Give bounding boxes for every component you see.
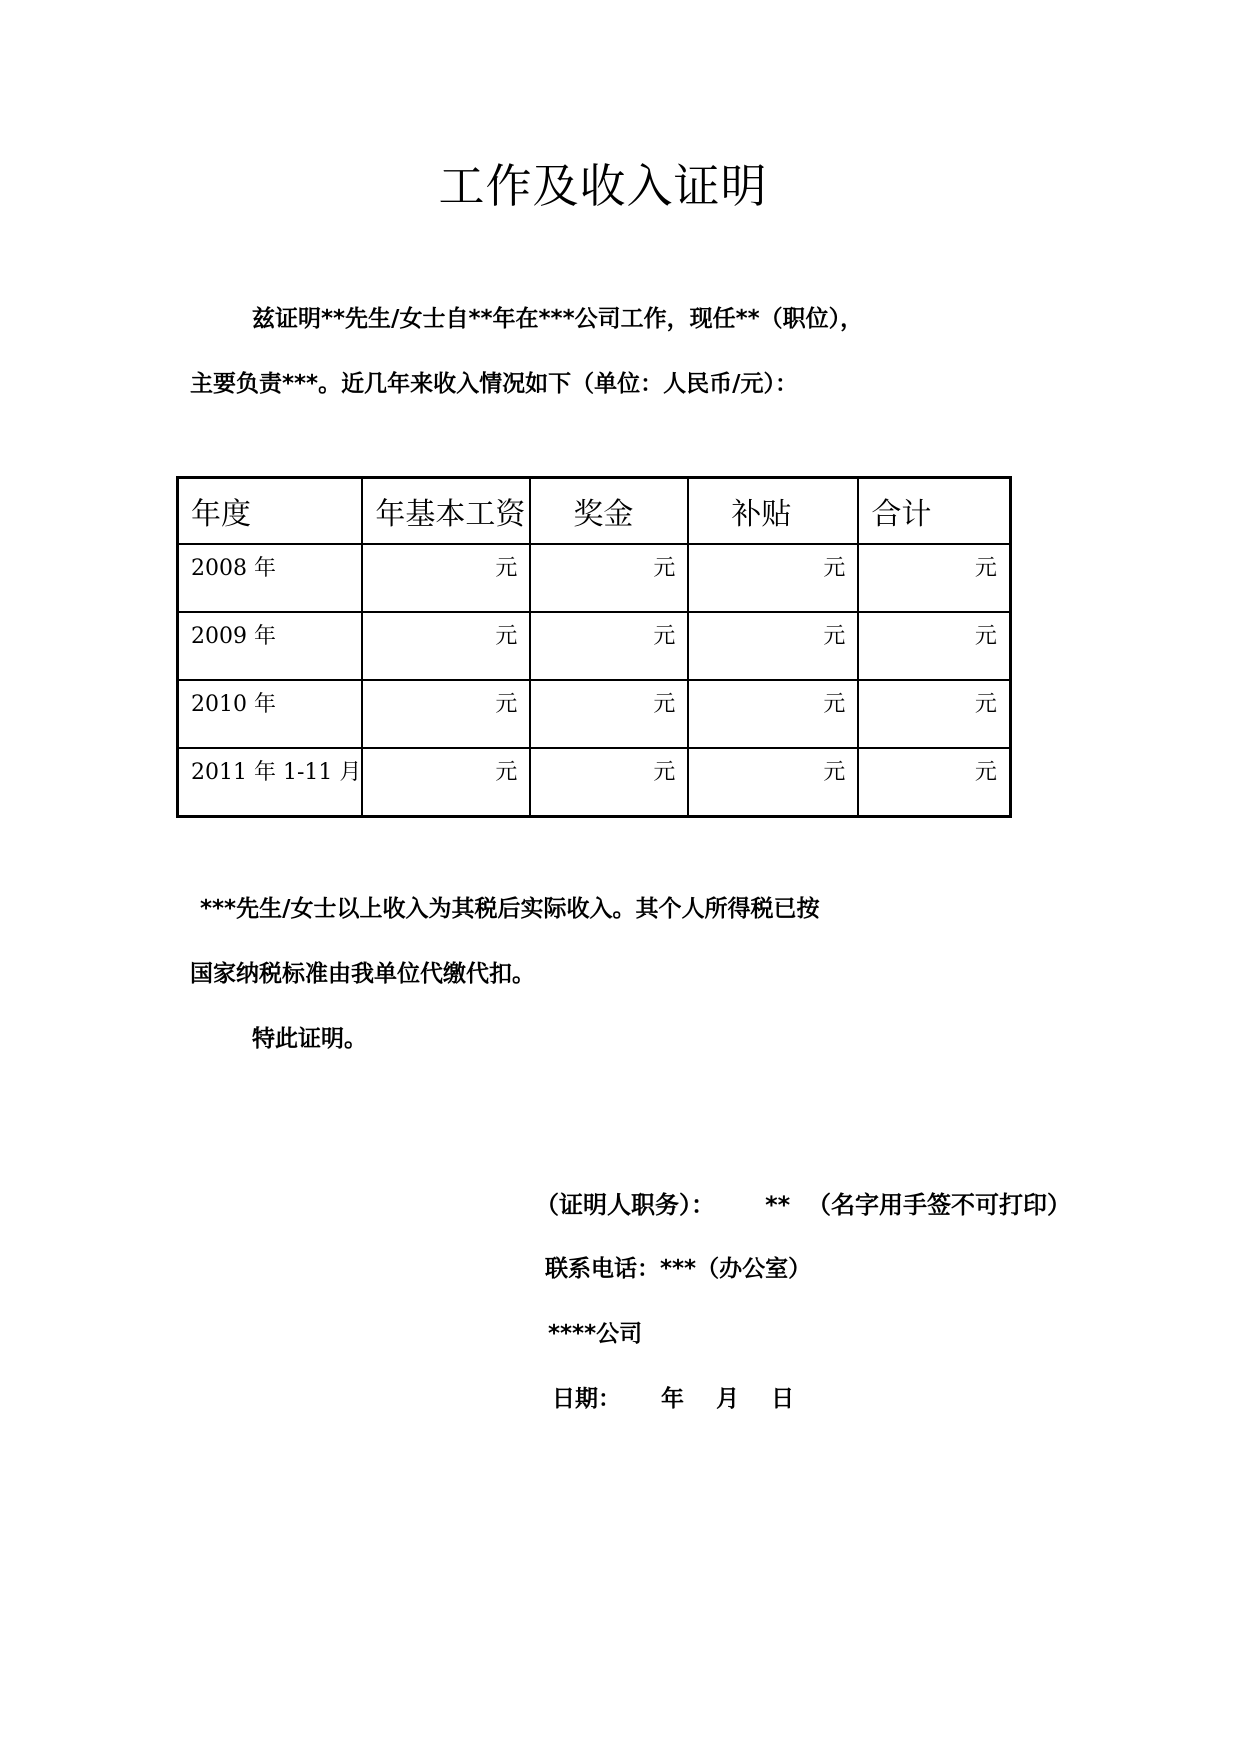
cell-base-salary: 元 [362, 748, 530, 817]
header-base-salary: 年基本工资 [362, 478, 530, 545]
cell-year: 2010 年 [178, 680, 363, 748]
cell-total: 元 [858, 612, 1010, 680]
statement-line-1: ***先生/女士以上收入为其税后实际收入。其个人所得税已按 [200, 896, 820, 922]
cell-bonus: 元 [530, 680, 688, 748]
table-row [178, 612, 1011, 680]
header-total: 合计 [858, 478, 1010, 545]
cell-year: 2009 年 [178, 612, 363, 680]
table-row [178, 544, 1011, 612]
intro-line-2: 主要负责***。近几年来收入情况如下（单位：人民币/元）： [190, 371, 798, 397]
closing-text: 特此证明。 [252, 1026, 367, 1052]
cell-total: 元 [858, 748, 1010, 817]
cell-total: 元 [858, 680, 1010, 748]
document-title: 工作及收入证明 [438, 159, 768, 213]
header-subsidy: 补贴 [688, 478, 858, 545]
cell-year: 2008 年 [178, 544, 363, 612]
cell-subsidy: 元 [688, 612, 858, 680]
cell-subsidy: 元 [688, 748, 858, 817]
company-name: ****公司 [548, 1321, 643, 1347]
date-line: 日期： 年 月 日 [552, 1386, 795, 1412]
cell-subsidy: 元 [688, 544, 858, 612]
cell-base-salary: 元 [362, 612, 530, 680]
table-row [178, 680, 1011, 748]
table-header-row [178, 478, 1011, 545]
intro-line-1: 兹证明**先生/女士自**年在***公司工作，现任**（职位）， [252, 306, 864, 332]
cell-bonus: 元 [530, 544, 688, 612]
statement-line-2: 国家纳税标准由我单位代缴代扣。 [190, 961, 535, 987]
cell-total: 元 [858, 544, 1010, 612]
cell-subsidy: 元 [688, 680, 858, 748]
cell-base-salary: 元 [362, 680, 530, 748]
header-bonus: 奖金 [530, 478, 688, 545]
header-year: 年度 [178, 478, 363, 545]
income-table [176, 476, 1012, 818]
table-row [178, 748, 1011, 817]
cell-base-salary: 元 [362, 544, 530, 612]
cell-bonus: 元 [530, 612, 688, 680]
certifier-title: （证明人职务）： ** （名字用手签不可打印） [535, 1191, 1071, 1219]
cell-bonus: 元 [530, 748, 688, 817]
contact-phone: 联系电话：***（办公室） [545, 1256, 812, 1282]
cell-year: 2011 年 1-11 月 [178, 748, 363, 817]
